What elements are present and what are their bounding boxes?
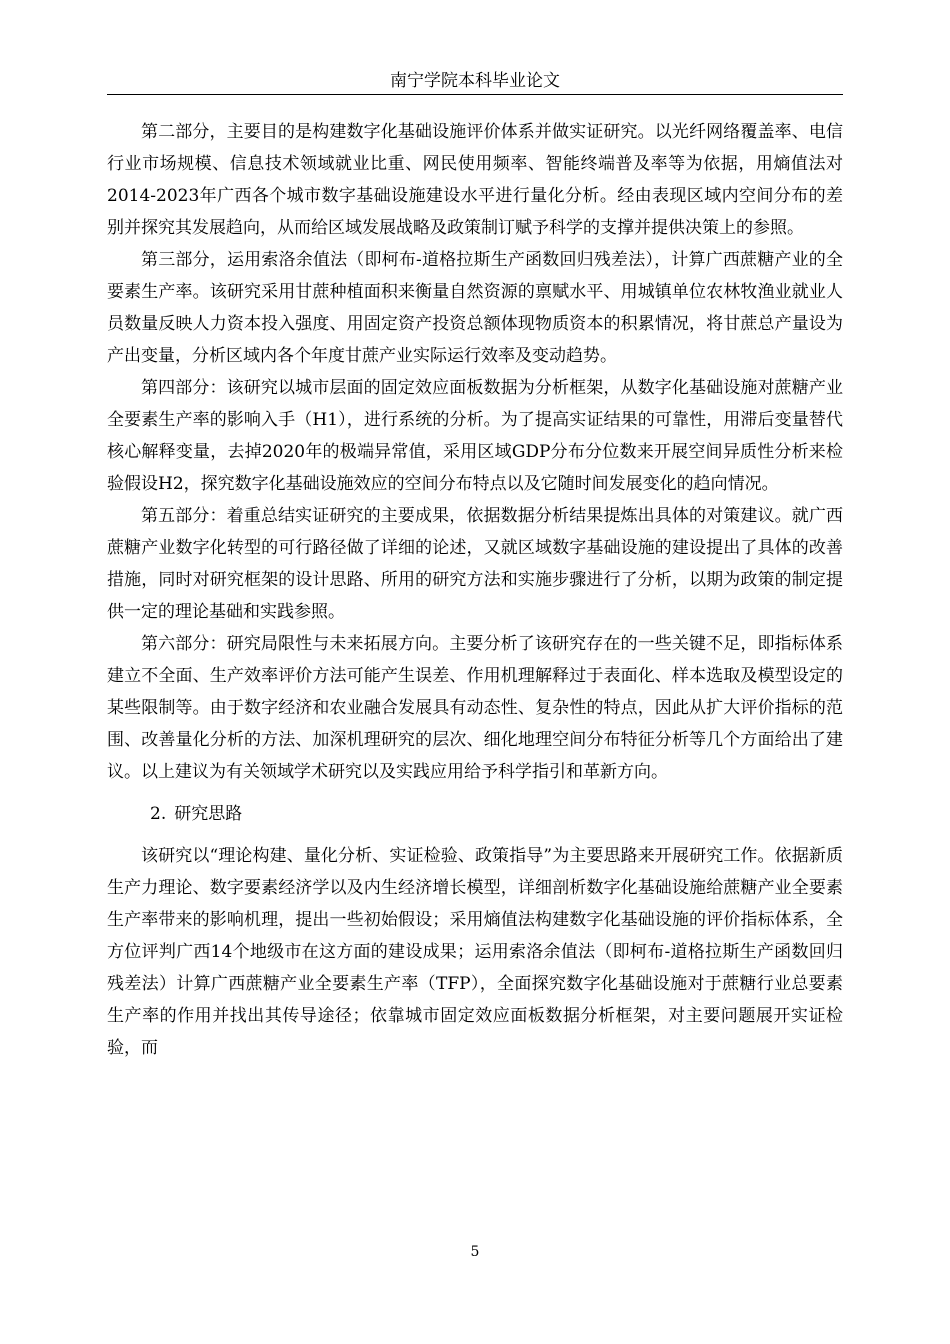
- paragraph-part-four: 第四部分：该研究以城市层面的固定效应面板数据为分析框架，从数字化基础设施对蔗糖产业全要素生产率的影响入手（H1），进行系统的分析。为了提高实证结果的可靠性，用滞后变量替代核心解释变量，去掉2020年的极端异常值，采用区域GDP分布分位数来开展空间异质性分析来检验假设H2，探究数字化基础设施效应的空间分布特点以及它随时间发展变化的趋向情况。: [107, 378, 843, 494]
- page-number: 5: [470, 1244, 480, 1260]
- paragraph-research-approach: 该研究以“理论构建、量化分析、实证检验、政策指导”为主要思路来开展研究工作。依据新质生产力理论、数字要素经济学以及内生经济增长模型，详细剖析数字化基础设施给蔗糖产业全要素生产率带来的影响机理，提出一些初始假设；采用熵值法构建数字化基础设施的评价指标体系，全方位评判广西14个地级市在这方面的建设成果；运用索洛余值法（即柯布-道格拉斯生产函数回归残差法）计算广西蔗糖产业全要素生产率（TFP），全面探究数字化基础设施对于蔗糖行业总要素生产率的作用并找出其传导途径；依靠城市固定效应面板数据分析框架，对主要问题展开实证检验，而: [107, 846, 843, 1058]
- paragraph-part-two: 第二部分，主要目的是构建数字化基础设施评价体系并做实证研究。以光纤网络覆盖率、电信行业市场规模、信息技术领域就业比重、网民使用频率、智能终端普及率等为依据，用熵值法对2014-2023年广西各个城市数字基础设施建设水平进行量化分析。经由表现区域内空间分布的差别并探究其发展趋向，从而给区域发展战略及政策制订赋予科学的支撑并提供决策上的参照。: [107, 122, 843, 238]
- header-title: 南宁学院本科毕业论文: [390, 71, 560, 91]
- section-number: 2.: [150, 804, 167, 824]
- paragraph-part-five: 第五部分：着重总结实证研究的主要成果，依据数据分析结果提炼出具体的对策建议。就广西蔗糖产业数字化转型的可行路径做了详细的论述，又就区域数字基础设施的建设提出了具体的改善措施，同时对研究框架的设计思路、所用的研究方法和实施步骤进行了分析，以期为政策的制定提供一定的理论基础和实践参照。: [107, 506, 843, 622]
- body-text: [107, 116, 843, 1064]
- page-header: [107, 68, 843, 95]
- paragraph-part-six: 第六部分：研究局限性与未来拓展方向。主要分析了该研究存在的一些关键不足，即指标体系建立不全面、生产效率评价方法可能产生误差、作用机理解释过于表面化、样本选取及模型设定的某些限制等。由于数字经济和农业融合发展具有动态性、复杂性的特点，因此从扩大评价指标的范围、改善量化分析的方法、加深机理研究的层次、细化地理空间分布特征分析等几个方面给出了建议。以上建议为有关领域学术研究以及实践应用给予科学指引和革新方向。: [107, 634, 843, 782]
- section-title: 研究思路: [174, 804, 243, 824]
- section-heading: [107, 798, 843, 830]
- paragraph-part-three: 第三部分，运用索洛余值法（即柯布-道格拉斯生产函数回归残差法），计算广西蔗糖产业的全要素生产率。该研究采用甘蔗种植面积来衡量自然资源的禀赋水平、用城镇单位农林牧渔业就业人员数量反映人力资本投入强度、用固定资产投资总额体现物质资本的积累情况，将甘蔗总产量设为产出变量，分析区域内各个年度甘蔗产业实际运行效率及变动趋势。: [107, 250, 843, 366]
